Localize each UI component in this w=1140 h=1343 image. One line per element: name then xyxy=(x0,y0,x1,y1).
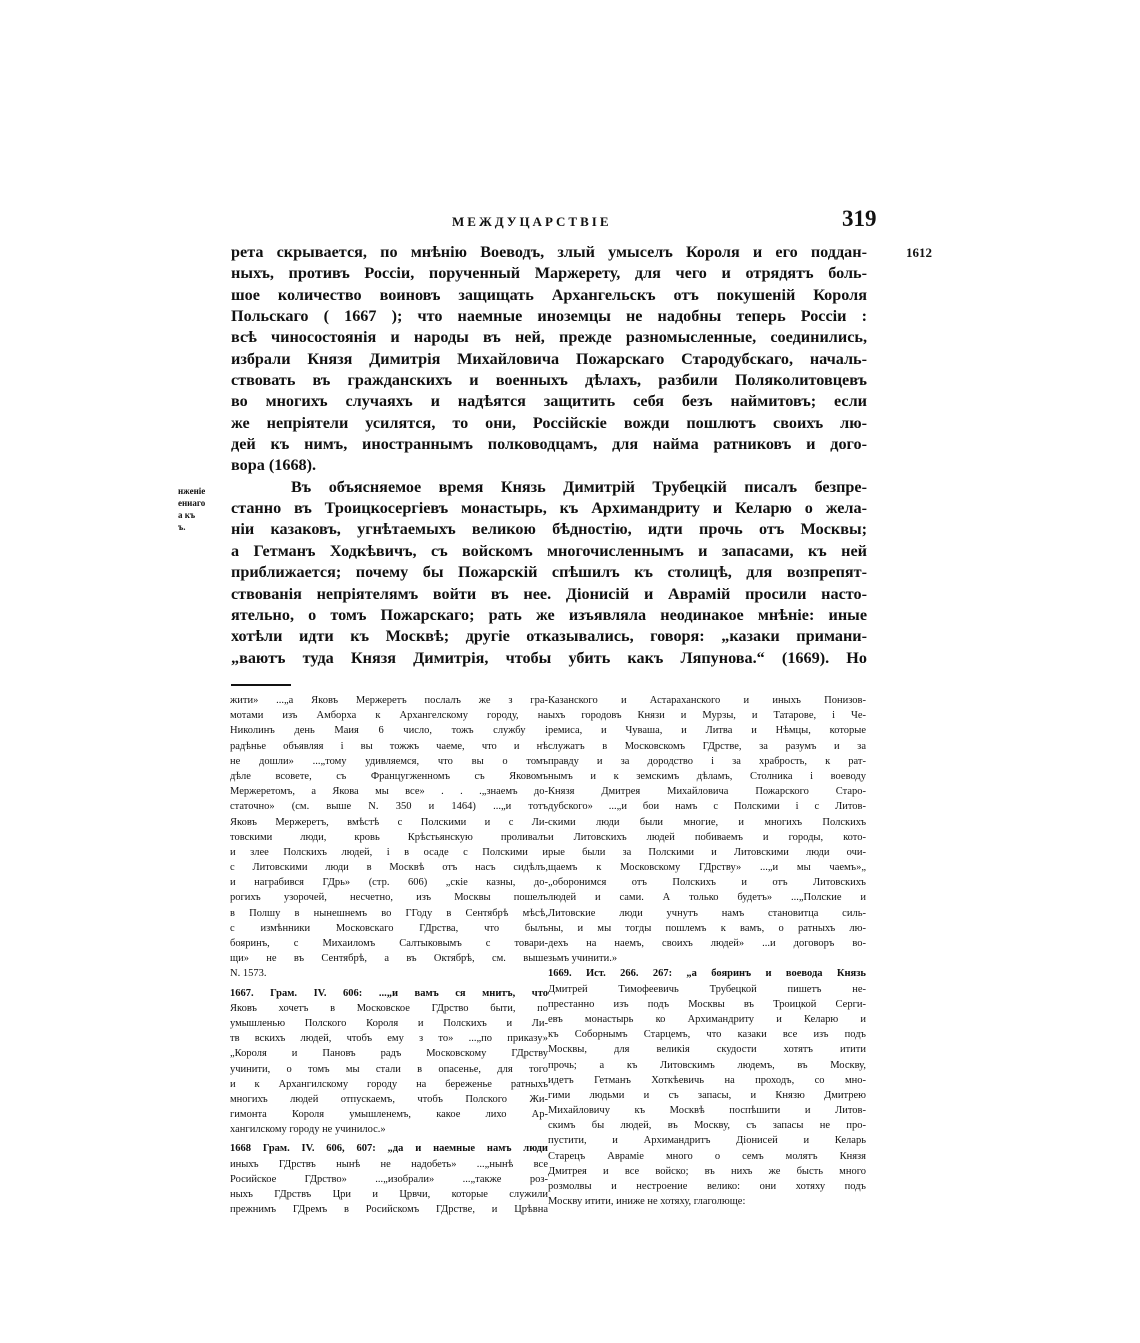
footnote-line: служатъ в Московскомъ ГДрстве, за разумъ и за xyxy=(548,740,866,752)
footnote-line: ремиса, и Чуваша, и Литва и Нѣмцы, которые xyxy=(548,725,866,737)
footnote-line: скимъ бы людей, въ Москву, съ запасы не про- xyxy=(548,1120,866,1132)
text-line: Въ объясняемое время Князь Димитрій Трубецкій писалъ безпре- xyxy=(291,477,867,496)
text-line: же непріятели усилятся, то они, Россійскіе вожди пошлютъ своихъ лю- xyxy=(231,413,867,432)
footnote-line: престанно изъ подъ Москвы въ Троицкой Серги- xyxy=(548,998,866,1010)
footnote-line: къ Соборнымъ Старцемъ, что казаки все изъ подъ xyxy=(548,1029,866,1041)
text-line: шое количество воиновъ защищать Архангельскъ отъ покушеній Короля xyxy=(231,285,867,304)
footnote-line: людей и сами. А только будетъ» ...„Полские и xyxy=(548,892,866,904)
footnote-line: прежнимъ ГДремъ в Росийскомъ ГДрстве, и Црѣвна xyxy=(230,1204,548,1216)
text-line: всѣ чиносостоянія и народы въ ней, прежде разномысленные, соединились, xyxy=(231,328,867,347)
footnote-line: идетъ Гетманъ Хоткѣевичь на проходъ, со мно- xyxy=(548,1074,866,1086)
footnote-1669-start: 1669. Ист. 266. 267: „а бояринъ и воевода Князь xyxy=(548,968,866,980)
text-line: приближается; почему бы Пожарскій спѣшилъ къ столицѣ, для возпрепят- xyxy=(231,563,867,582)
footnote-line: дѣле всовете, съ Францугженномъ съ Яковомъ xyxy=(230,770,548,782)
footnote-line: Дмитрей Тимофеевичь Трубецкой пишетъ не- xyxy=(548,983,866,995)
footnote-line: правду и за дородство і за храбрость, к рат- xyxy=(548,755,866,767)
footnote-line: в Полшу в нынешнемъ во ГГоду в Сентябрѣ мѣсѣ, xyxy=(230,907,548,919)
text-line: избрали Князя Димитрія Михайловича Пожарскаго Стародубскаго, началь- xyxy=(231,349,867,368)
footnotes-right-column xyxy=(548,693,866,1209)
footnote-line: Росийское ГДрство» ...„изобрали» ...„также роз- xyxy=(230,1173,548,1185)
footnote-line: зьмъ учинити.» xyxy=(548,953,618,965)
footnote-line: с измѣнники Московскаго ГДрства, что былъ xyxy=(230,922,548,934)
footnote-line: прочь; а къ Литовскимъ людемъ, въ Москву, xyxy=(548,1059,866,1071)
footnote-line: Москву итити, иниже не хотяху, глаголюще: xyxy=(548,1196,746,1208)
margin-note-line: а къ xyxy=(178,510,196,520)
margin-year: 1612 xyxy=(906,245,932,260)
footnote-line: Князя Дмитрея Михайловича Пожарского Старо- xyxy=(548,786,866,798)
footnote-line: Михайловичу къ Москвѣ поспѣшити и Литов- xyxy=(548,1105,866,1117)
footnote-line: рые были за Полскими и Литовскими люди очи- xyxy=(548,846,866,858)
footnote-line: Дмитрея и все войско; въ нихъ же бысть много xyxy=(548,1165,866,1177)
footnote-line: многихъ людей отпускаемъ, чтобъ Полского Жи- xyxy=(230,1093,548,1105)
footnote-line: гими людьми и съ запасы, и Князю Дмитрею xyxy=(548,1089,866,1101)
footnote-line: и награбився ГДрь» (стр. 606) „скіе казны, до- xyxy=(230,877,548,889)
footnote-separator xyxy=(231,684,291,686)
footnote-line: „оборонимся отъ Полскихъ и отъ Литовскихъ xyxy=(548,877,866,889)
footnote-line: „Короля и Пановъ радъ Московскому ГДрству xyxy=(230,1048,548,1060)
footnote-line: бояринъ, с Михаиломъ Салтыковымъ с товари- xyxy=(230,938,548,949)
footnote-line: гимонта Короля умышленемъ, какое лихо Ар- xyxy=(230,1109,548,1121)
text-line: во многихъ случаяхъ и надѣятся защитить себя безъ наймитовъ; если xyxy=(231,392,867,411)
footnote-line: Москвы, для великія скудости хотятъ итити xyxy=(548,1044,866,1056)
footnote-line: мотами изъ Амборха к Архангелскому городу, на xyxy=(230,710,548,722)
main-text xyxy=(231,242,867,669)
text-line: дей къ нимъ, иностраннымъ полководцамъ, для найма ратниковъ и дого- xyxy=(231,435,867,454)
text-line: ныхъ, противъ Россіи, порученный Маржерету, для чего и отрядятъ боль- xyxy=(231,264,867,283)
text-line: а Гетманъ Ходкѣвичъ, съ войскомъ многочисленнымъ и запасами, къ ней xyxy=(231,541,867,560)
footnote-line: и к Архангилскому городу на береженье ратныхъ xyxy=(230,1078,548,1090)
text-line: ствовать въ гражданскихъ и военныхъ дѣлахъ, разбили Поляколитовцевъ xyxy=(231,371,867,390)
text-line: хотѣли идти къ Москвѣ; другіе отказывались, говоря: „казаки примани- xyxy=(231,627,867,646)
text-line: ятельно, о томъ Пожарскаго; рать же изъявляла неодинакое мнѣніе: иные xyxy=(231,605,867,624)
margin-note-line: ениаго xyxy=(178,498,206,508)
footnote-line: евъ монастырь ко Архимандриту и Келарю и xyxy=(548,1013,866,1025)
footnote-line: Казанского и Астараханского и иныхъ Понизов- xyxy=(548,695,866,706)
footnote-line: ныхъ ГДрствъ Цри и Црвчи, которые служили xyxy=(230,1189,548,1200)
footnote-line: щаемъ к Московскому ГДрству» ...„и мы чаемъ»„ xyxy=(548,862,866,874)
margin-note xyxy=(178,485,226,533)
margin-note-line: нженіе xyxy=(178,486,206,496)
running-title: МЕЖДУЦАРСТВІЕ xyxy=(452,214,612,229)
footnote-line: с Литовскими люди в Москвѣ отъ насъ сидѣлъ, xyxy=(230,862,548,874)
footnote-line: иныхъ ГДрствъ нынѣ не надобеть» ...„нынѣ все xyxy=(230,1158,548,1170)
footnote-line: Старецъ Авраміе много о семъ молятъ Князя xyxy=(548,1150,866,1162)
footnotes-left-column xyxy=(230,693,548,1217)
page-number: 319 xyxy=(842,206,877,231)
footnote-line: N. 1573. xyxy=(230,968,267,980)
footnote-line: не дошли» ...„тому удивляемся, что вы о томъ xyxy=(230,755,548,767)
footnote-line: Яковъ хочетъ в Московское ГДрство быти, по xyxy=(230,1002,548,1014)
footnote-line: и Литовскихъ людей побиваемъ и городы, кото- xyxy=(548,831,866,843)
footnote-line: товскими люди, кровь Крѣстьянскую проливалъ xyxy=(230,831,548,843)
text-line: ніи казаковъ, угнѣтаемыхъ великою бѣдностію, идти прочь отъ Москвы; xyxy=(231,520,867,539)
footnote-line: дехъ на наемъ, своихъ людей» ...и договоръ во- xyxy=(548,938,866,949)
footnote-line: пустити, и Архимандритъ Діонисей и Келарь xyxy=(548,1135,866,1147)
footnote-line: и злее Полскихъ людей, і в осаде с Полскими и xyxy=(230,846,548,858)
text-line: вора (1668). xyxy=(231,456,317,475)
footnote-line: радѣнье объявляя і вы тожжъ чаеме, что и нѣ xyxy=(230,740,548,752)
footnote-line: щи» не въ Сентябрѣ, а въ Октябрѣ, см. выше xyxy=(230,953,548,965)
text-line: ствованія непріятелямъ войти въ нее. Діонисій и Аврамій просили насто- xyxy=(231,584,867,603)
footnote-1668-start: 1668 Грам. IV. 606, 607: „да и наемные намъ люди xyxy=(230,1143,548,1155)
text-line: Польскаго ( 1667 ); что наемные иноземцы не надобны теперь Россіи : xyxy=(231,307,867,326)
footnote-line: Мержеретомъ, а Якова мы все» . . .„знаемъ до- xyxy=(230,786,548,798)
footnote-line: Литовские люди учнутъ намъ становитца силь- xyxy=(548,907,866,919)
footnote-line: рогихъ узорочей, несчетно, изъ Москвы пошелъ xyxy=(230,892,548,904)
text-line: станно въ Троицкосергіевъ монастырь, къ Архимандриту и Келарю о жела- xyxy=(231,499,867,518)
footnote-line: статочно» (см. выше N. 350 и 1464) ...„и тотъ xyxy=(230,801,548,813)
margin-note-line: ъ. xyxy=(178,522,186,532)
footnote-line: жити» ...„а Яковъ Мержеретъ послалъ же з гра- xyxy=(230,695,548,706)
footnote-line: нымъ и к земскимъ дѣламъ, Столника і воеводу xyxy=(548,770,866,782)
footnote-line: умышленью Полского Короля и Полскихъ и Ли- xyxy=(230,1017,548,1029)
footnote-line: скими люди были многие, и многихъ Полскихъ xyxy=(548,816,866,828)
text-line: „ваютъ туда Князя Димитрія, чтобы убить какъ Ляпунова.“ (1669). Но xyxy=(231,648,867,667)
footnote-line: розмолвы и нестроение велико: они хотяху подъ xyxy=(548,1181,866,1192)
footnote-line: Николинъ день Маия 6 число, тожъ службу і xyxy=(230,725,548,737)
footnote-line: дубского» ...„и бои намъ с Полскими і с Литов- xyxy=(548,801,866,813)
footnote-line: ыхъ городовъ Князи и Мурзы, и Татарове, і Че- xyxy=(548,710,866,722)
footnote-1667-start: 1667. Грам. IV. 606: ...„и вамъ ся мнитъ, что xyxy=(230,987,548,999)
footnote-line: ны, и мы тогды пошлемъ к вамъ, о ратныхъ лю- xyxy=(548,922,866,934)
footnote-line: хангилскому городу не учинилос.» xyxy=(230,1124,386,1136)
text-line: рета скрывается, по мнѣнію Воеводъ, злый умыселъ Короля и его поддан- xyxy=(231,243,867,261)
footnote-line: учинити, о томъ мы стали в опасенье, для того xyxy=(230,1063,548,1075)
footnote-line: Яковъ Мержеретъ, вмѣстѣ с Полскими и с Ли- xyxy=(230,816,548,828)
footnote-line: тв вскихъ людей, чтобъ ему з то» ...„по приказу» xyxy=(230,1033,548,1045)
